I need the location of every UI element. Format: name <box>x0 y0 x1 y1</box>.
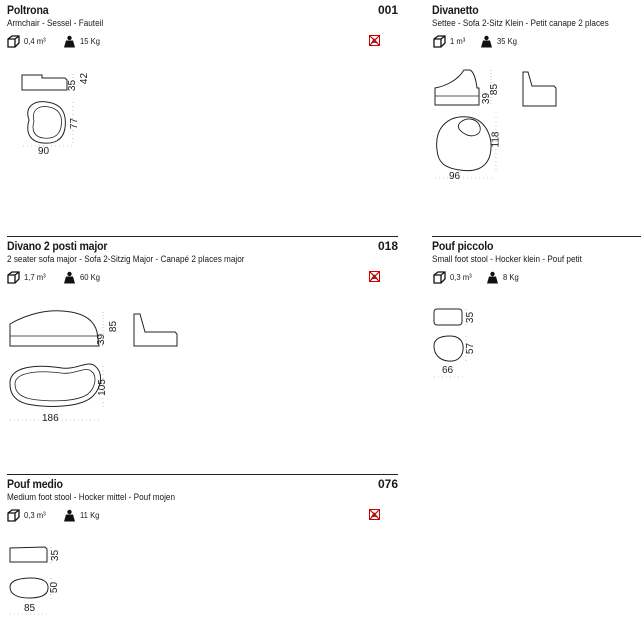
pouf-plan-view <box>10 578 48 598</box>
product-card-divanetto <box>432 0 641 205</box>
product-title: Divanetto <box>432 3 479 17</box>
product-drawing <box>432 236 641 436</box>
product-title: Pouf piccolo <box>432 239 494 253</box>
volume-value: 0,4 m³ <box>24 36 46 46</box>
weight-value: 8 Kg <box>503 272 519 282</box>
settee-side-view <box>523 72 556 106</box>
product-title: Pouf medio <box>7 477 63 491</box>
dim-depth: 50 <box>49 581 61 594</box>
product-card-poltrona <box>7 0 398 205</box>
product-card-pouf-piccolo <box>432 236 641 436</box>
dim-depth: 57 <box>465 342 477 355</box>
sofa-side-view <box>134 314 177 346</box>
product-drawing <box>7 0 398 205</box>
product-drawing <box>7 236 398 436</box>
dim-seat-height: 39 <box>96 333 108 346</box>
dim-width: 90 <box>38 146 50 157</box>
product-title: Poltrona <box>7 3 49 17</box>
product-drawing <box>432 0 641 205</box>
weight-value: 15 Kg <box>80 36 100 46</box>
product-title: Divano 2 posti major <box>7 239 108 253</box>
volume-value: 1,7 m³ <box>24 272 46 282</box>
dim-height: 35 <box>465 311 477 324</box>
dim-depth: 118 <box>490 131 502 148</box>
dim-seat-height: 39 <box>481 92 493 105</box>
product-subtitle: 2 seater sofa major - Sofa 2-Sitzig Major - Canapé 2 places major <box>7 254 245 265</box>
pouf-plan-view <box>434 336 463 361</box>
product-code: 076 <box>377 477 398 491</box>
dim-width: 66 <box>442 365 454 376</box>
product-card-divano-major <box>7 236 398 436</box>
pouf-side-view <box>434 309 462 325</box>
dim-width: 85 <box>24 603 36 614</box>
settee-plan-view <box>437 117 491 171</box>
armchair-side-view <box>22 75 67 90</box>
dim-width: 96 <box>449 171 461 182</box>
product-subtitle: Settee - Sofa 2-Sitz Klein - Petit canape 2 places <box>432 18 609 29</box>
product-card-pouf-medio <box>7 474 398 634</box>
dim-width: 186 <box>42 413 59 424</box>
dim-depth: 105 <box>96 379 108 396</box>
sofa-plan-view <box>10 364 101 406</box>
volume-value: 0,3 m³ <box>24 510 46 520</box>
dim-depth: 77 <box>69 117 81 130</box>
dim-total-height: 85 <box>489 83 501 96</box>
product-subtitle: Small foot stool - Hocker klein - Pouf petit <box>432 254 582 265</box>
volume-value: 1 m³ <box>450 36 466 46</box>
pouf-side-view <box>10 547 47 562</box>
sofa-front-view <box>10 311 99 346</box>
dim-seat-height: 35 <box>67 79 79 92</box>
weight-value: 11 Kg <box>80 510 100 520</box>
product-subtitle: Armchair - Sessel - Fauteil <box>7 18 104 29</box>
product-subtitle: Medium foot stool - Hocker mittel - Pouf mojen <box>7 492 176 503</box>
weight-value: 35 Kg <box>497 36 517 46</box>
dim-total-height: 85 <box>108 320 120 333</box>
weight-value: 60 Kg <box>80 272 100 282</box>
product-code: 018 <box>377 239 398 253</box>
product-drawing <box>7 474 398 634</box>
product-code: 001 <box>377 3 398 17</box>
dim-height: 35 <box>50 549 62 562</box>
settee-front-view <box>435 70 479 105</box>
dim-total-height: 42 <box>79 72 91 85</box>
volume-value: 0,3 m³ <box>450 272 472 282</box>
